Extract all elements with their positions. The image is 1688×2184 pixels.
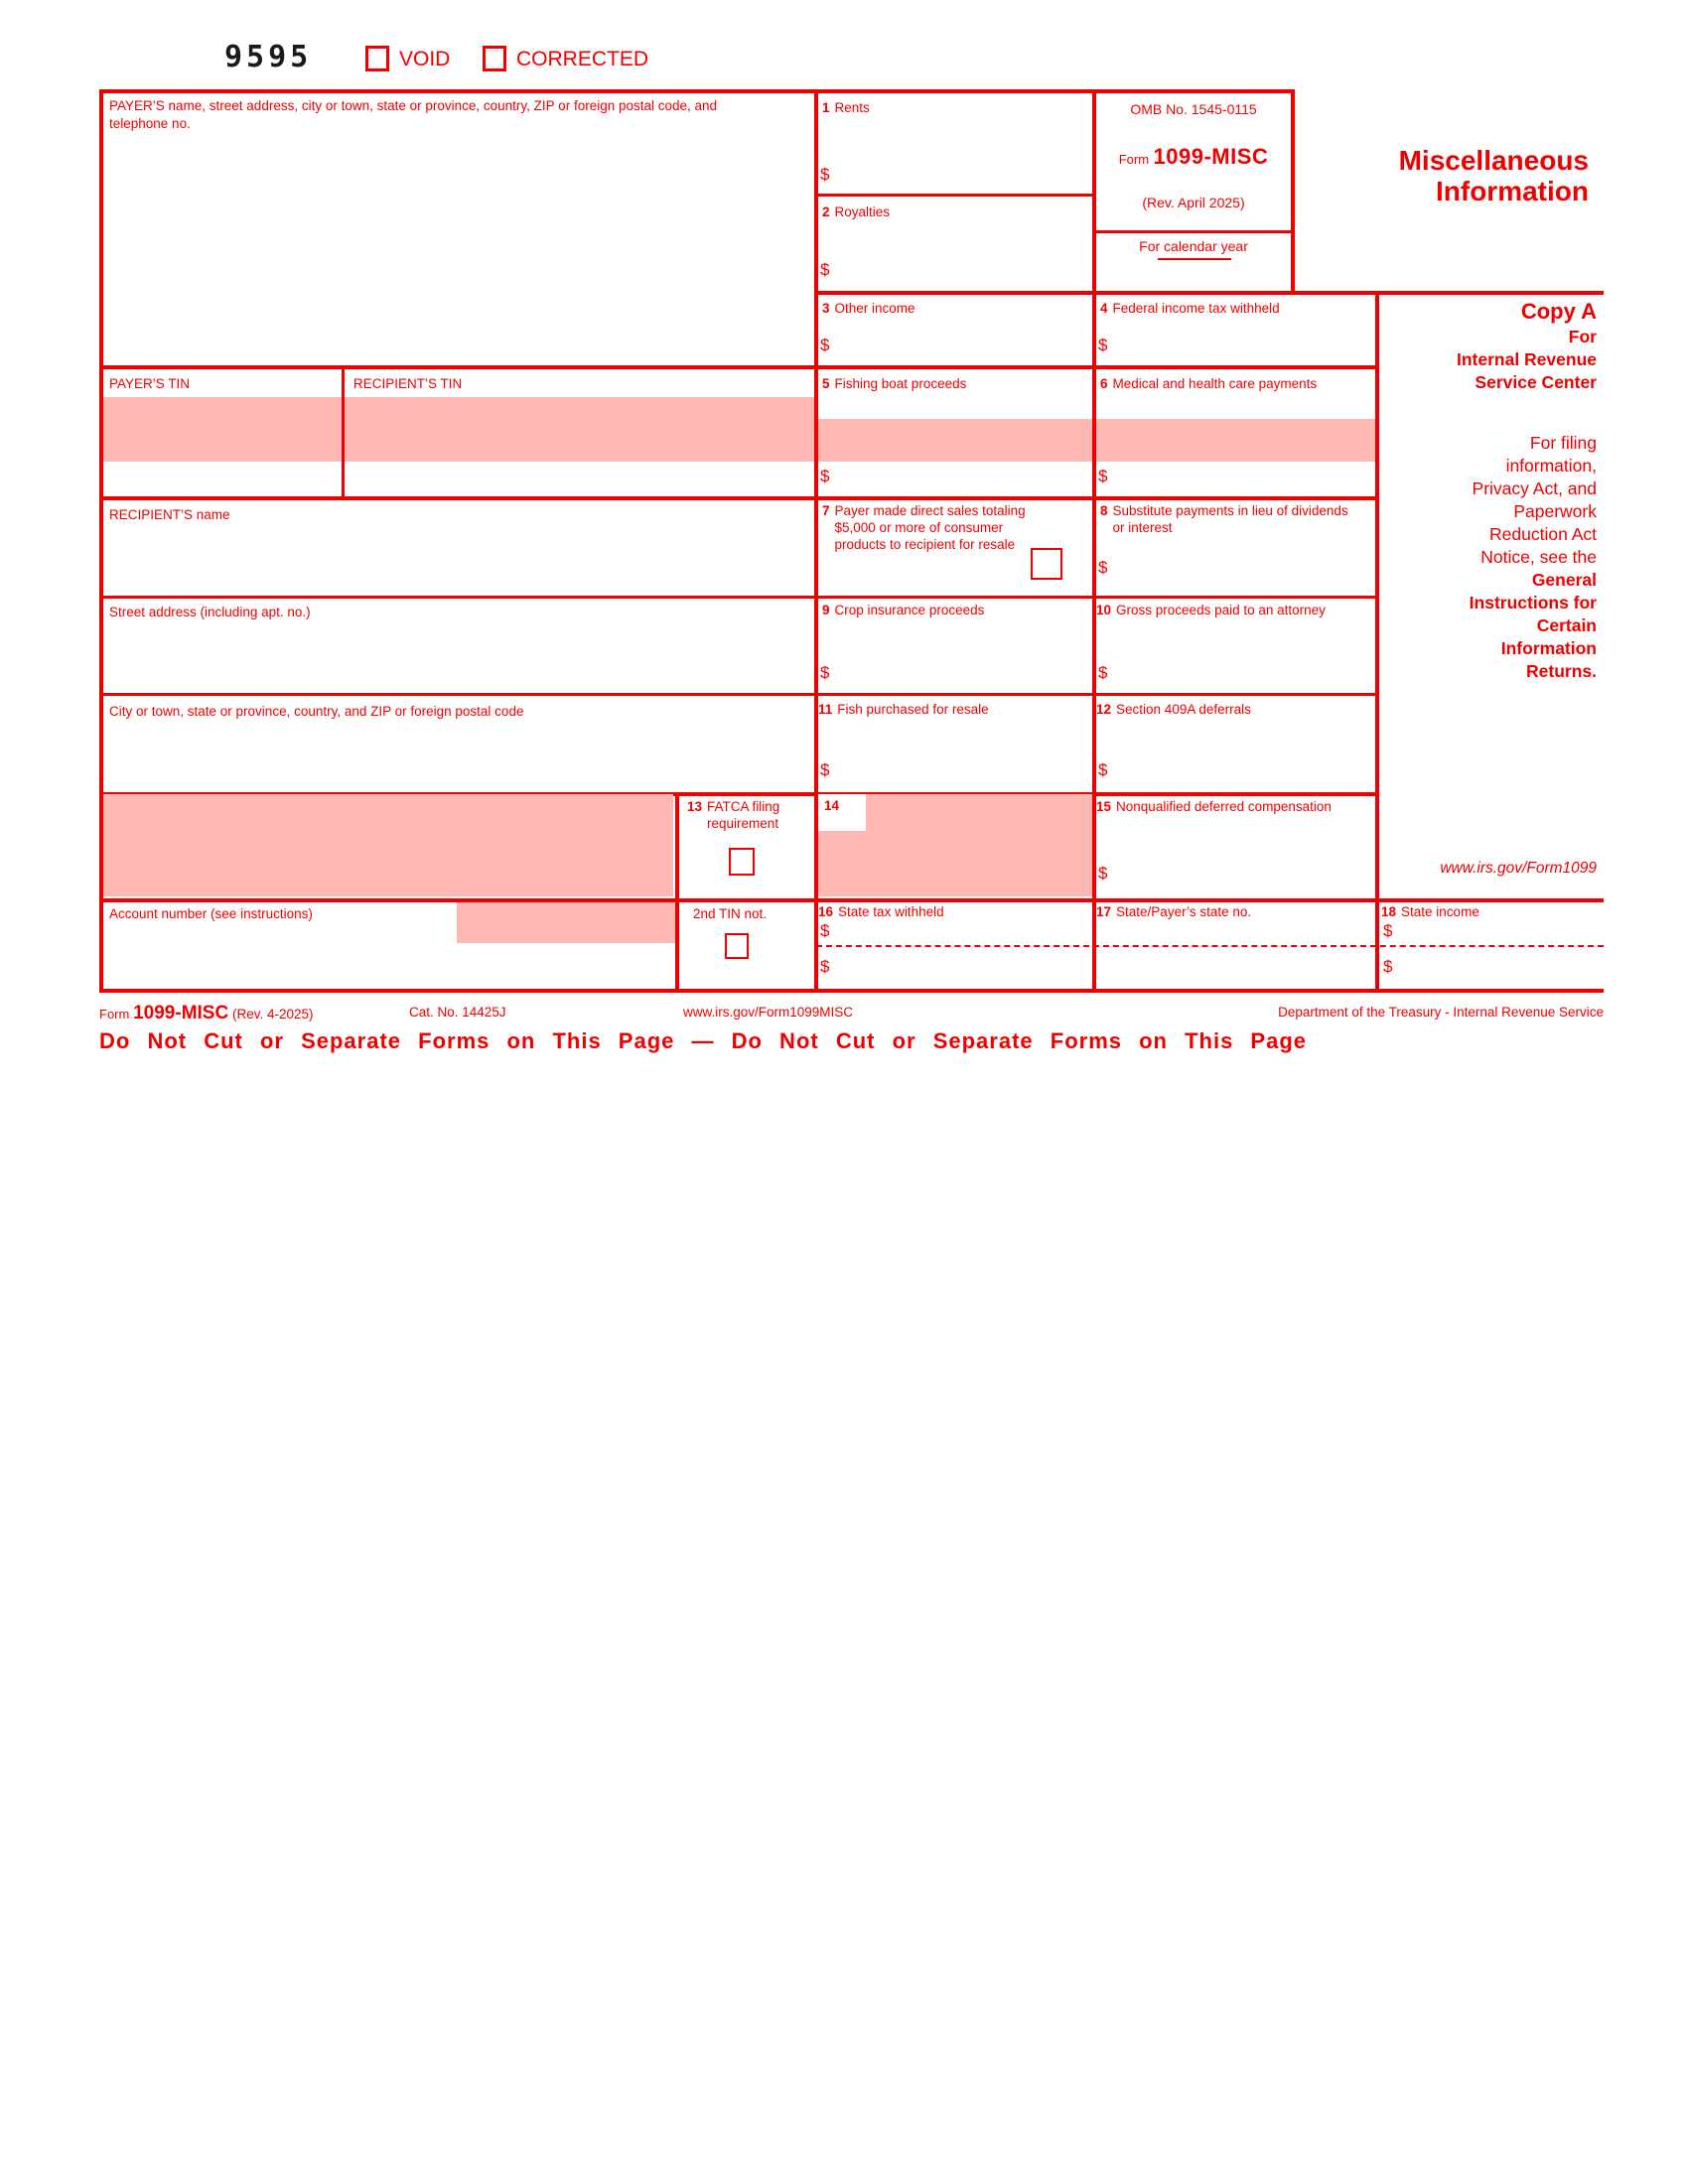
box11-amount-field[interactable] — [820, 760, 1086, 780]
box6-shaded-field[interactable] — [1096, 419, 1375, 462]
dollar-sign: $ — [820, 260, 830, 279]
dollar-sign: $ — [820, 336, 830, 354]
grid-line-h — [814, 291, 1604, 295]
box1-number: 1 — [822, 100, 830, 115]
form-print-code: 9595 — [224, 40, 313, 74]
box5-shaded-field[interactable] — [818, 419, 1092, 462]
copy-a-line: Instructions for — [1469, 593, 1597, 613]
copy-a-line: Service Center — [1475, 372, 1597, 392]
recipient-tin-field[interactable] — [345, 397, 814, 462]
box18-amount-field-1[interactable] — [1383, 921, 1600, 941]
dollar-sign: $ — [1098, 663, 1108, 682]
grid-line-h — [99, 693, 1379, 696]
copy-a-url: www.irs.gov/Form1099 — [1440, 860, 1597, 877]
copy-a-line: Certain — [1536, 615, 1597, 635]
box7-checkbox[interactable] — [1031, 548, 1062, 580]
box16-label: State tax withheld — [838, 904, 944, 919]
form-grid — [99, 89, 1604, 993]
copy-a-line: Notice, see the — [1480, 547, 1597, 567]
box8-label: Substitute payments in lieu of dividends or interest — [1112, 503, 1348, 535]
dollar-sign: $ — [1098, 336, 1108, 354]
box16-amount-field-2[interactable] — [820, 957, 1086, 977]
omb-number: OMB No. 1545-0115 — [1130, 101, 1257, 117]
box3-label: Other income — [834, 301, 915, 316]
box13-label: FATCA filing requirement — [707, 799, 780, 831]
form-number-header — [1096, 144, 1291, 170]
payer-tin-label: PAYER’S TIN — [109, 376, 191, 391]
grid-line-v — [1092, 89, 1096, 993]
dollar-sign: $ — [820, 760, 830, 779]
dollar-sign: $ — [1098, 760, 1108, 779]
box1-label: Rents — [834, 100, 870, 115]
copy-a-line: information, — [1505, 456, 1597, 476]
revision-label: (Rev. April 2025) — [1142, 195, 1245, 210]
copy-a-line: For — [1568, 327, 1597, 346]
box12-number: 12 — [1096, 702, 1112, 717]
footer-url: www.irs.gov/Form1099MISC — [683, 1005, 854, 1020]
dollar-sign: $ — [820, 165, 830, 184]
street-address-field[interactable] — [105, 625, 808, 687]
box17-number: 17 — [1096, 904, 1112, 919]
box6-number: 6 — [1100, 376, 1108, 391]
second-tin-label: 2nd TIN not. — [693, 906, 768, 921]
box12-amount-field[interactable] — [1098, 760, 1366, 780]
void-checkbox[interactable] — [365, 46, 389, 71]
grid-line-h — [99, 596, 1379, 599]
calendar-year-label: For calendar year — [1139, 238, 1248, 254]
form-number: 1099-MISC — [1153, 144, 1269, 169]
footer-row — [99, 999, 1604, 1026]
grid-line-v — [1375, 291, 1379, 993]
box17-state-no-field[interactable] — [1096, 921, 1372, 985]
grid-line-h — [99, 365, 1379, 369]
footer-form-number: 1099-MISC — [133, 1003, 229, 1024]
payer-tin-field[interactable] — [103, 397, 342, 462]
dollar-sign: $ — [1098, 467, 1108, 485]
city-label: City or town, state or province, country, and ZIP or foreign postal code — [109, 704, 524, 719]
box15-amount-field[interactable] — [1098, 864, 1366, 884]
box9-amount-field[interactable] — [820, 663, 1086, 683]
copy-a-line: Privacy Act, and — [1472, 478, 1597, 498]
box9-label: Crop insurance proceeds — [834, 603, 985, 617]
box16-amount-field-1[interactable] — [820, 921, 1086, 941]
box2-label: Royalties — [834, 205, 891, 219]
copy-a-title: Copy A — [1520, 299, 1597, 324]
box13-fatca-checkbox[interactable] — [729, 848, 755, 876]
do-not-cut-notice: Do Not Cut or Separate Forms on This Page — Do Not Cut or Separate Forms on This Page — [99, 1028, 1308, 1053]
copy-a-line: Information — [1500, 638, 1597, 658]
copy-a-line: Internal Revenue — [1456, 349, 1597, 369]
title-line1: Miscellaneous — [1398, 145, 1589, 176]
box11-number: 11 — [818, 702, 833, 717]
footer-revision: (Rev. 4-2025) — [231, 1007, 314, 1022]
grid-line-h — [1092, 230, 1295, 233]
box17-label: State/Payer’s state no. — [1116, 904, 1252, 919]
box5-number: 5 — [822, 376, 830, 391]
second-tin-checkbox[interactable] — [725, 933, 749, 959]
box6-amount-field[interactable] — [1098, 467, 1366, 486]
footer-department: Department of the Treasury - Internal Revenue Service — [1278, 1005, 1604, 1020]
box18-number: 18 — [1381, 904, 1397, 919]
state-row-divider-dashed — [816, 945, 1604, 947]
copy-a-panel — [1382, 298, 1597, 880]
footer-form-word: Form — [99, 1007, 130, 1022]
box5-amount-field[interactable] — [820, 467, 1086, 486]
box7-label: Payer made direct sales totaling $5,000 or more of consumer products to recipient for resale — [834, 503, 1026, 552]
box8-number: 8 — [1100, 503, 1108, 518]
city-field[interactable] — [105, 725, 808, 786]
footer-form-id — [99, 1003, 314, 1024]
payer-name-field[interactable] — [105, 139, 808, 357]
dollar-sign: $ — [820, 921, 830, 940]
title-line2: Information — [1436, 176, 1589, 206]
box4-amount-field[interactable] — [1098, 336, 1366, 355]
box4-number: 4 — [1100, 301, 1108, 316]
box15-number: 15 — [1096, 799, 1112, 814]
page-title — [1311, 145, 1589, 206]
dollar-sign: $ — [1098, 558, 1108, 577]
account-number-label: Account number (see instructions) — [109, 906, 313, 921]
box2-number: 2 — [822, 205, 830, 219]
box1-amount-field[interactable] — [820, 165, 1086, 185]
box5-label: Fishing boat proceeds — [834, 376, 967, 391]
box9-number: 9 — [822, 603, 830, 617]
copy-a-line: For filing — [1529, 433, 1597, 453]
grid-line-h — [814, 194, 1096, 197]
box3-amount-field[interactable] — [820, 336, 1086, 355]
box2-amount-field[interactable] — [820, 260, 1086, 280]
row13-shaded-area — [103, 794, 673, 896]
box6-label: Medical and health care payments — [1112, 376, 1318, 391]
grid-line-h — [99, 496, 1379, 500]
box10-number: 10 — [1096, 603, 1112, 617]
recipient-tin-label: RECIPIENT’S TIN — [353, 376, 463, 391]
box10-amount-field[interactable] — [1098, 663, 1366, 683]
box11-label: Fish purchased for resale — [837, 702, 989, 717]
account-number-field[interactable] — [457, 902, 675, 943]
box7-number: 7 — [822, 503, 830, 518]
box16-number: 16 — [818, 904, 834, 919]
copy-a-line: Returns. — [1526, 661, 1597, 681]
recipient-name-label: RECIPIENT’S name — [109, 507, 230, 522]
box15-label: Nonqualified deferred compensation — [1116, 799, 1332, 814]
grid-line-h — [99, 89, 1295, 93]
copy-a-line: Reduction Act — [1489, 524, 1597, 544]
recipient-name-field[interactable] — [105, 528, 808, 590]
street-address-label: Street address (including apt. no.) — [109, 605, 311, 619]
corrected-checkbox[interactable] — [483, 46, 506, 71]
box14-number: 14 — [824, 798, 840, 813]
box13-number: 13 — [687, 799, 703, 814]
copy-a-line: General — [1531, 570, 1597, 590]
grid-line-v — [1291, 89, 1295, 295]
dollar-sign: $ — [1098, 864, 1108, 883]
payer-name-label: PAYER’S name, street address, city or town, state or province, country, ZIP or foreign postal code, and telephone no. — [109, 98, 718, 131]
box8-amount-field[interactable] — [1098, 558, 1366, 578]
void-label: VOID — [399, 48, 451, 70]
box10-label: Gross proceeds paid to an attorney — [1116, 603, 1326, 617]
corrected-label: CORRECTED — [516, 48, 649, 70]
dollar-sign: $ — [820, 957, 830, 976]
dollar-sign: $ — [820, 663, 830, 682]
dollar-sign: $ — [1383, 921, 1393, 940]
dollar-sign: $ — [820, 467, 830, 485]
box4-label: Federal income tax withheld — [1112, 301, 1280, 316]
box18-label: State income — [1401, 904, 1479, 919]
dollar-sign: $ — [1383, 957, 1393, 976]
footer-catalog-number: Cat. No. 14425J — [409, 1005, 506, 1020]
box3-number: 3 — [822, 301, 830, 316]
calendar-year-blank[interactable] — [1158, 258, 1231, 260]
box18-amount-field-2[interactable] — [1383, 957, 1600, 977]
copy-a-line: Paperwork — [1513, 501, 1597, 521]
form-word: Form — [1118, 152, 1150, 167]
grid-line-v — [675, 792, 679, 993]
box12-label: Section 409A deferrals — [1116, 702, 1251, 717]
